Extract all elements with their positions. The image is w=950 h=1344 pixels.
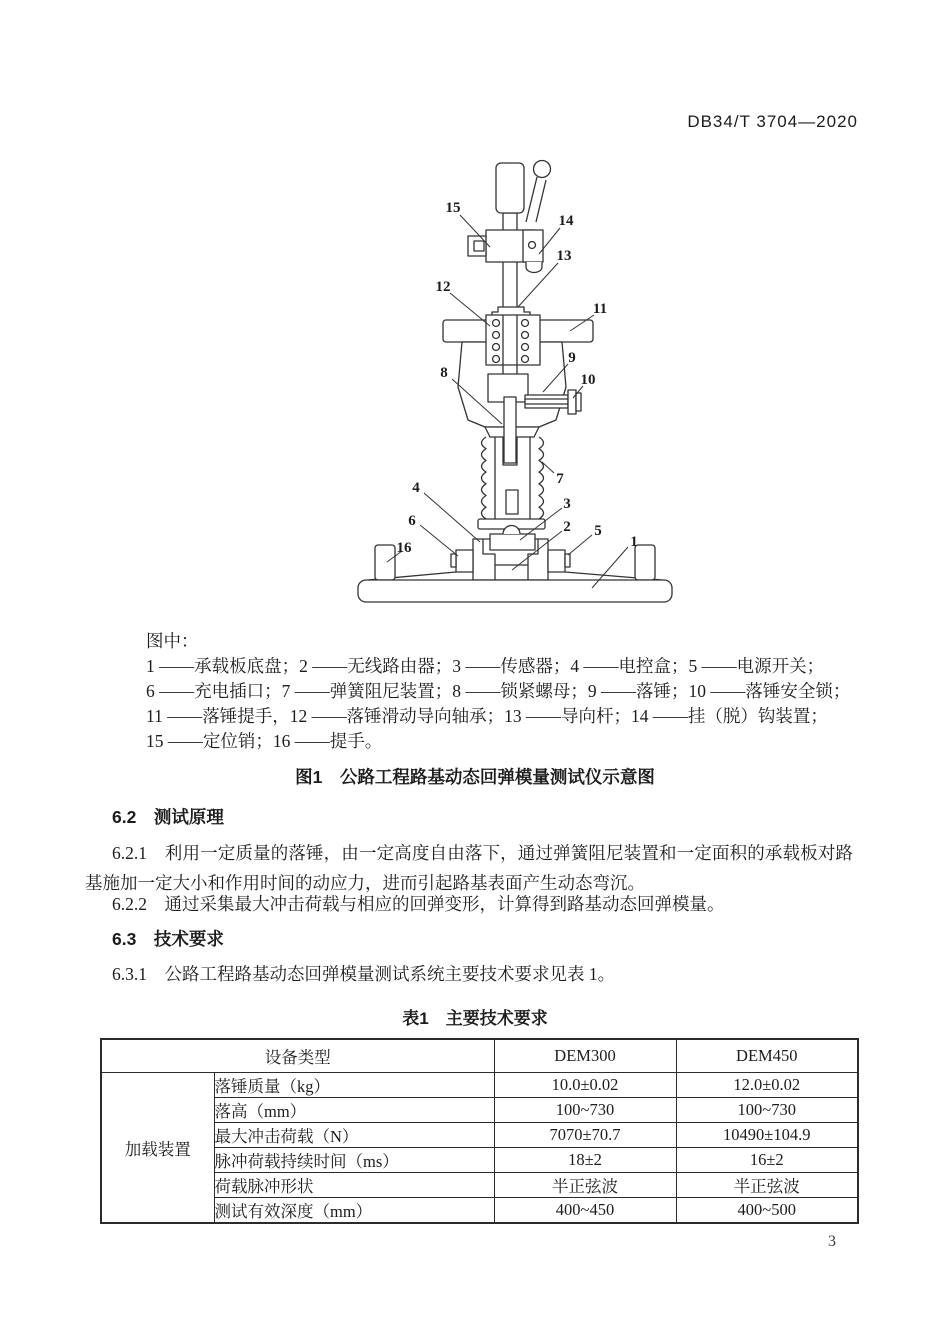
hook-block [523, 230, 543, 262]
guide-bearing-block [486, 315, 540, 365]
param-cell: 落高（mm） [214, 1098, 494, 1123]
clause-6-3-1: 6.3.1 公路工程路基动态回弹模量测试系统主要技术要求见表 1。 [112, 964, 616, 984]
handle-right [635, 545, 655, 580]
figure-label-12: 12 [435, 279, 451, 295]
page-number: 3 [828, 1233, 836, 1250]
figure-label-3: 3 [563, 496, 571, 512]
grip-handle [496, 163, 524, 213]
base-plate [358, 580, 672, 602]
figure-label-4: 4 [412, 480, 420, 496]
dem300-cell: 400~450 [494, 1198, 676, 1224]
figure-1-diagram [340, 152, 690, 617]
legend-line: 15 ——定位销；16 ——提手。 [146, 731, 383, 751]
header-dem450: DEM450 [676, 1039, 858, 1073]
bellows-right [539, 437, 544, 519]
standard-code-header: DB34/T 3704—2020 [687, 112, 858, 131]
dem450-cell: 100~730 [676, 1098, 858, 1123]
legend-line: 1 ——承载板底盘；2 ——无线路由器；3 ——传感器；4 ——电控盒；5 ——电源开关； [146, 656, 825, 676]
lever-ball [534, 161, 551, 178]
clause-6-2-2: 6.2.2 通过采集最大冲击荷载与相应的回弹变形，计算得到路基动态回弹模量。 [112, 894, 725, 914]
figure-label-1: 1 [630, 534, 638, 550]
table-header-row [101, 1039, 858, 1073]
table-row [101, 1073, 858, 1098]
legend-intro: 图中： [146, 631, 199, 651]
sensor-box [490, 534, 535, 550]
figure-label-14: 14 [558, 213, 574, 229]
figure-legend [146, 629, 878, 754]
param-cell: 落锤质量（kg） [214, 1073, 494, 1098]
charging-port [456, 550, 473, 572]
figure-label-8: 8 [440, 365, 448, 381]
dem300-cell: 100~730 [494, 1098, 676, 1123]
header-dem300: DEM300 [494, 1039, 676, 1073]
figure-label-15: 15 [445, 200, 461, 216]
figure-label-10: 10 [580, 372, 596, 388]
clause-6-2-1: 6.2.1 利用一定质量的落锤，由一定高度自由落下，通过弹簧阻尼装置和一定面积的承载板对路基施加一定大小和作用时间的动应力，进而引起路基表面产生动态弯沉。 [85, 843, 853, 893]
table-row [101, 1198, 858, 1224]
param-cell: 最大冲击荷载（N） [214, 1123, 494, 1148]
figure-label-7: 7 [556, 471, 564, 487]
section-heading-6-3: 6.3 技术要求 [112, 929, 224, 949]
figure-label-2: 2 [563, 519, 571, 535]
dem300-cell: 18±2 [494, 1148, 676, 1173]
table-row [101, 1148, 858, 1173]
table-row [101, 1098, 858, 1123]
param-cell: 测试有效深度（mm） [214, 1198, 494, 1224]
figure-caption: 图1 公路工程路基动态回弹模量测试仪示意图 [295, 767, 655, 787]
figure-label-13: 13 [556, 248, 572, 264]
safety-lock-pin [525, 395, 568, 408]
wireless-router [495, 565, 528, 580]
dem450-cell: 16±2 [676, 1148, 858, 1173]
table-caption: 表1 主要技术要求 [402, 1009, 548, 1028]
dem450-cell: 400~500 [676, 1198, 858, 1224]
figure-label-16: 16 [396, 540, 412, 556]
figure-label-5: 5 [594, 523, 602, 539]
dem300-cell: 7070±70.7 [494, 1123, 676, 1148]
bellows-left [482, 437, 487, 519]
dem450-cell: 半正弦波 [676, 1173, 858, 1198]
dem300-cell: 10.0±0.02 [494, 1073, 676, 1098]
figure-label-6: 6 [408, 513, 416, 529]
table-row [101, 1173, 858, 1198]
dem300-cell: 半正弦波 [494, 1173, 676, 1198]
figure-label-11: 11 [592, 301, 608, 317]
legend-line: 11 ——落锤提手，12 ——落锤滑动导向轴承；13 ——导向杆；14 ——挂（脱）钩装置； [146, 706, 828, 726]
power-switch [548, 550, 565, 572]
device-drawing [358, 161, 672, 603]
table-row [101, 1123, 858, 1148]
param-cell: 荷载脉冲形状 [214, 1173, 494, 1198]
dem450-cell: 12.0±0.02 [676, 1073, 858, 1098]
legend-line: 6 ——充电插口；7 ——弹簧阻尼装置；8 ——锁紧螺母；9 ——落锤；10 ——落锤安全锁； [146, 681, 851, 701]
section-heading-6-2: 6.2 测试原理 [112, 807, 224, 827]
group-label-cell: 加载装置 [101, 1073, 214, 1224]
figure-label-9: 9 [568, 350, 576, 366]
device-schematic-svg [340, 152, 690, 617]
spec-table [100, 1038, 859, 1224]
handle-left [375, 545, 395, 580]
param-cell: 脉冲荷载持续时间（ms） [214, 1148, 494, 1173]
dem450-cell: 10490±104.9 [676, 1123, 858, 1148]
header-device-type: 设备类型 [101, 1039, 494, 1073]
